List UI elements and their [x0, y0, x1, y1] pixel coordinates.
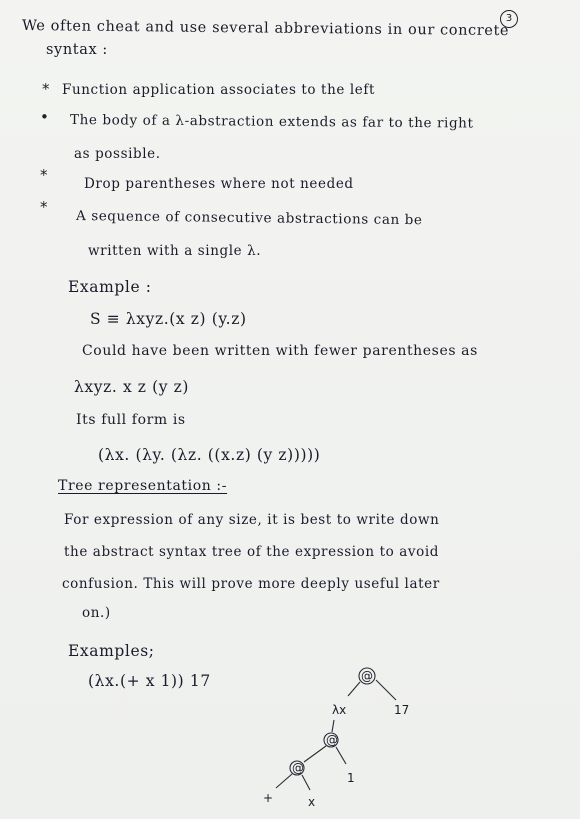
bullet-text-1: Function application associates to the left [62, 82, 375, 98]
intro-line-1: We often cheat and use several abbreviations in our concrete [21, 18, 510, 40]
example-heading: Example : [68, 278, 152, 296]
tree-edge-app1-app2 [304, 746, 326, 762]
bullet-text-6: written with a single λ. [88, 243, 262, 259]
bullet-marker-2: • [40, 108, 49, 126]
examples-expression: (λx.(+ x 1)) 17 [88, 672, 211, 690]
tree-root-label: @ [361, 669, 373, 683]
examples-heading: Examples; [68, 642, 155, 660]
tree-app1-label: @ [326, 733, 338, 747]
tree-paragraph-line-3: confusion. This will prove more deeply useful later [62, 576, 440, 592]
tree-edge-app2-x [302, 775, 310, 790]
tree-one-label: 1 [347, 771, 355, 785]
bullet-marker-1: * [42, 80, 50, 98]
tree-arg-label: 17 [394, 703, 410, 717]
intro-line-2: syntax : [46, 42, 108, 58]
tree-edge-lambda-app1 [332, 720, 334, 732]
example-short-form: λxyz. x z (y z) [74, 378, 190, 396]
bullet-text-2: The body of a λ-abstraction extends as far to the right [69, 112, 474, 132]
example-full-form: (λx. (λy. (λz. ((x.z) (y z))))) [98, 446, 321, 464]
tree-edge-app1-one [336, 747, 346, 764]
tree-x-label: x [308, 795, 316, 809]
tree-edge-root-arg [376, 680, 396, 700]
bullet-text-4: Drop parentheses where not needed [84, 176, 354, 192]
bullet-text-5: A sequence of consecutive abstractions can be [75, 208, 423, 229]
example-text: Could have been written with fewer parentheses as [82, 343, 478, 359]
bullet-marker-3: * [40, 166, 48, 184]
tree-plus-label: + [263, 791, 274, 805]
syntax-tree-diagram [250, 660, 430, 819]
tree-lambda-label: λx [332, 703, 347, 717]
tree-paragraph-line-4: on.) [82, 605, 111, 621]
tree-paragraph-line-2: the abstract syntax tree of the expression to avoid [64, 544, 439, 560]
tree-section-heading: Tree representation :- [58, 478, 228, 494]
bullet-marker-4: * [40, 198, 48, 216]
tree-edge-root-lambda [348, 682, 360, 696]
tree-paragraph-line-1: For expression of any size, it is best to write down [64, 512, 440, 528]
tree-app2-label: @ [292, 761, 304, 775]
full-form-label: Its full form is [76, 412, 186, 428]
tree-edge-app2-plus [276, 774, 292, 788]
example-expression: S ≡ λxyz.(x z) (y.z) [90, 310, 247, 328]
bullet-text-3: as possible. [74, 146, 161, 162]
page-number: 3 [500, 10, 518, 28]
